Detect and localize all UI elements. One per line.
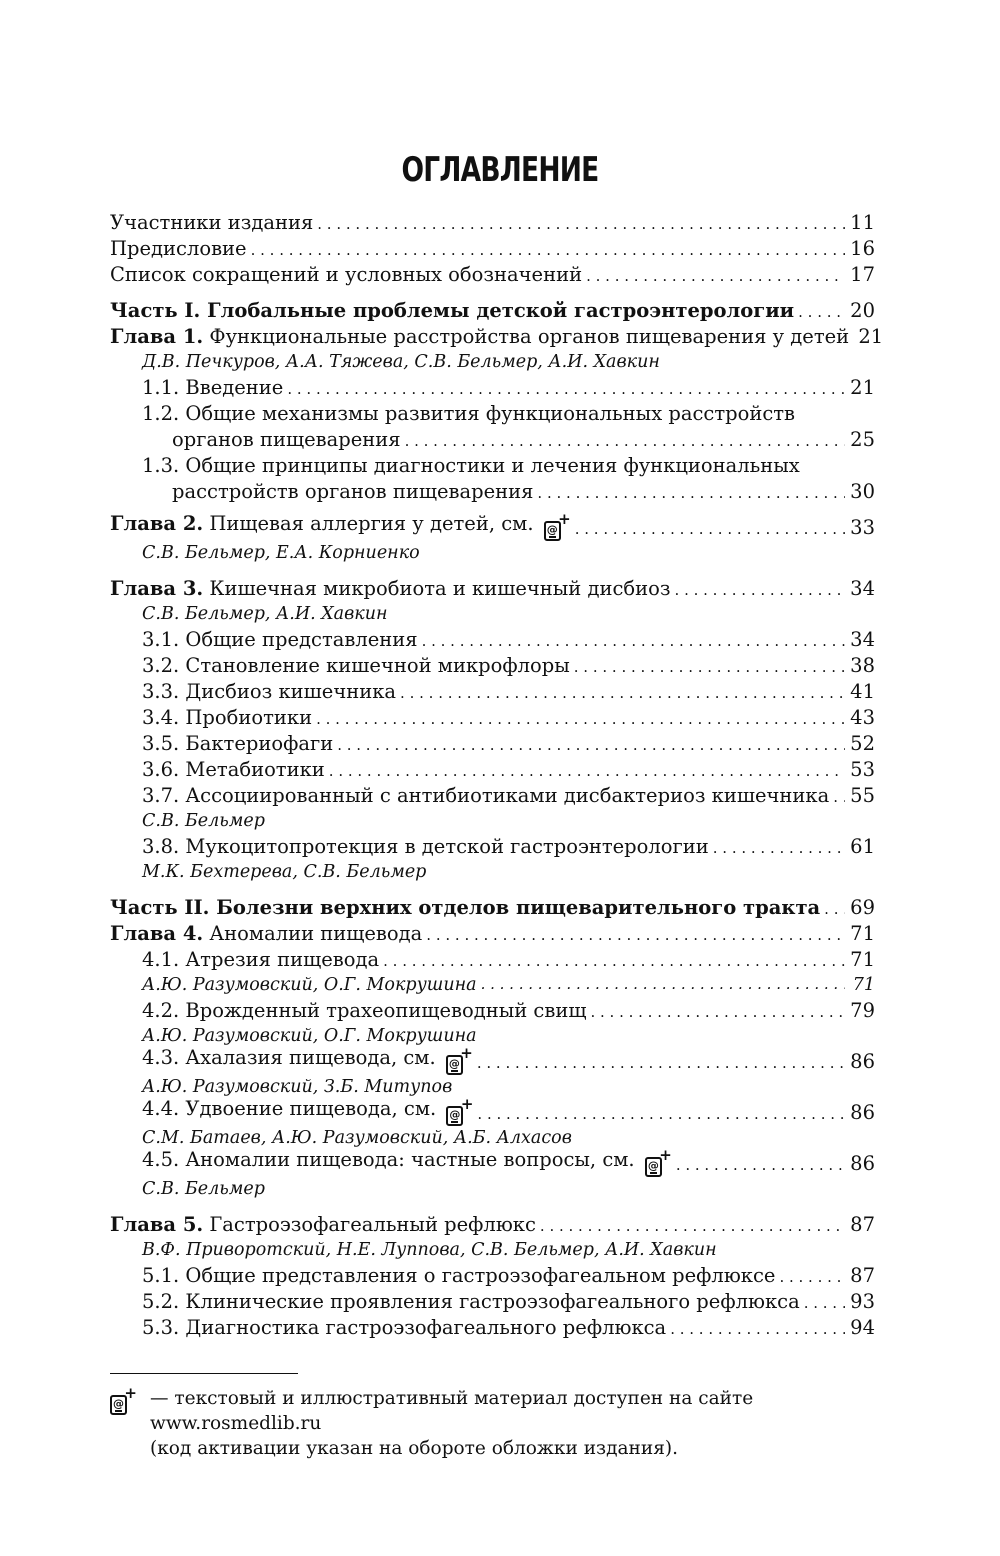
table-of-contents [110,210,884,1341]
section-authors: А.Ю. Разумовский, З.Б. Митупов [142,1077,453,1097]
toc-section[interactable]: 4.4. Удвоение пищевода, см. @ + . . . 86 [110,1100,875,1126]
toc-section[interactable]: 3.3. Дисбиоз кишечника . . . 41 [110,679,875,705]
chapter-authors: С.В. Бельмер, А.И. Хавкин [142,604,388,624]
toc-section[interactable]: 4.1. Атрезия пищевода . . . 71 [110,947,875,973]
toc-chapter-4[interactable]: Глава 4. Аномалии пищевода . . . 71 [110,921,875,947]
toc-section[interactable]: 3.1. Общие представления . . . 34 [110,627,875,653]
toc-section[interactable]: расстройств органов пищеварения . . . 30 [110,479,875,505]
toc-section[interactable]: 3.8. Мукоцитопротекция в детской гастроэнтерологии . . . 61 [110,834,875,860]
online-material-icon: @ + [645,1157,662,1177]
toc-section[interactable]: 3.5. Бактериофаги . . . 52 [110,731,875,757]
toc-section[interactable]: 1.1. Введение . . . 21 [110,375,875,401]
toc-chapter-1[interactable]: Глава 1. Функциональные расстройства органов пищеварения у детей 21 [110,325,884,348]
section-authors: А.Ю. Разумовский, О.Г. Мокрушина [142,1026,477,1046]
section-authors: С.В. Бельмер [142,811,265,831]
online-material-icon: @ + [446,1055,463,1075]
toc-part-2[interactable]: Часть II. Болезни верхних отделов пищеварительного тракта . . . 69 [110,895,875,921]
online-material-icon: @ + [110,1395,127,1415]
toc-section[interactable]: 4.2. Врожденный трахеопищеводный свищ . . . 79 [110,998,875,1024]
toc-chapter-5[interactable]: Глава 5. Гастроэзофагеальный рефлюкс . . . 87 [110,1212,875,1238]
toc-entry[interactable]: Предисловие . . . 16 [110,236,875,262]
toc-entry[interactable]: Участники издания . . . 11 [110,210,875,236]
toc-section[interactable]: 1.3. Общие принципы диагностики и лечения функциональных [142,454,800,477]
footnote-line: (код активации указан на обороте обложки издания). [150,1438,678,1459]
toc-section[interactable]: 3.2. Становление кишечной микрофлоры . . . 38 [110,653,875,679]
page-title: ОГЛАВЛЕНИЕ [401,150,599,190]
footnote [110,1386,875,1461]
chapter-authors: В.Ф. Приворотский, Н.Е. Луппова, С.В. Бельмер, А.И. Хавкин [142,1240,717,1260]
toc-section[interactable]: 1.2. Общие механизмы развития функциональных расстройств [142,402,796,425]
toc-section[interactable]: 4.3. Ахалазия пищевода, см. @ + . . . 86 [110,1049,875,1075]
toc-chapter-3[interactable]: Глава 3. Кишечная микробиота и кишечный дисбиоз . . . 34 [110,576,875,602]
chapter-authors: Д.В. Печкуров, А.А. Тяжева, С.В. Бельмер, А.И. Хавкин [142,352,660,372]
toc-chapter-2[interactable]: Глава 2. Пищевая аллергия у детей, см. @ + . . . 33 [110,515,875,541]
toc-part-1[interactable]: Часть I. Глобальные проблемы детской гастроэнтерологии . . . 20 [110,298,875,324]
online-material-icon: @ + [544,521,561,541]
toc-section[interactable]: 5.3. Диагностика гастроэзофагеального рефлюкса . . . 94 [110,1315,875,1341]
section-authors: М.К. Бехтерева, С.В. Бельмер [142,862,427,882]
toc-section[interactable]: органов пищеварения . . . 25 [110,427,875,453]
section-authors: С.М. Батаев, А.Ю. Разумовский, А.Б. Алхасов [142,1128,572,1148]
toc-entry[interactable]: Список сокращений и условных обозначений . . . 17 [110,262,875,288]
footnote-line: — текстовый и иллюстративный материал доступен на сайте www.rosmedlib.ru [150,1388,754,1434]
toc-section[interactable]: 5.2. Клинические проявления гастроэзофагеального рефлюкса . . . 93 [110,1289,875,1315]
toc-section[interactable]: 3.4. Пробиотики . . . 43 [110,705,875,731]
chapter-authors: С.В. Бельмер, Е.А. Корниенко [142,543,420,563]
section-authors: С.В. Бельмер [142,1179,265,1199]
toc-section[interactable]: 4.5. Аномалии пищевода: частные вопросы, см. @ + . . . 86 [110,1151,875,1177]
toc-section[interactable]: 5.1. Общие представления о гастроэзофагеальном рефлюксе . . . 87 [110,1263,875,1289]
section-authors: А.Ю. Разумовский, О.Г. Мокрушина . . . 71 [110,973,875,998]
online-material-icon: @ + [446,1106,463,1126]
toc-section[interactable]: 3.6. Метабиотики . . . 53 [110,757,875,783]
toc-section[interactable]: 3.7. Ассоциированный с антибиотиками дисбактериоз кишечника . . . 55 [110,783,875,809]
footnote-divider [110,1373,298,1374]
